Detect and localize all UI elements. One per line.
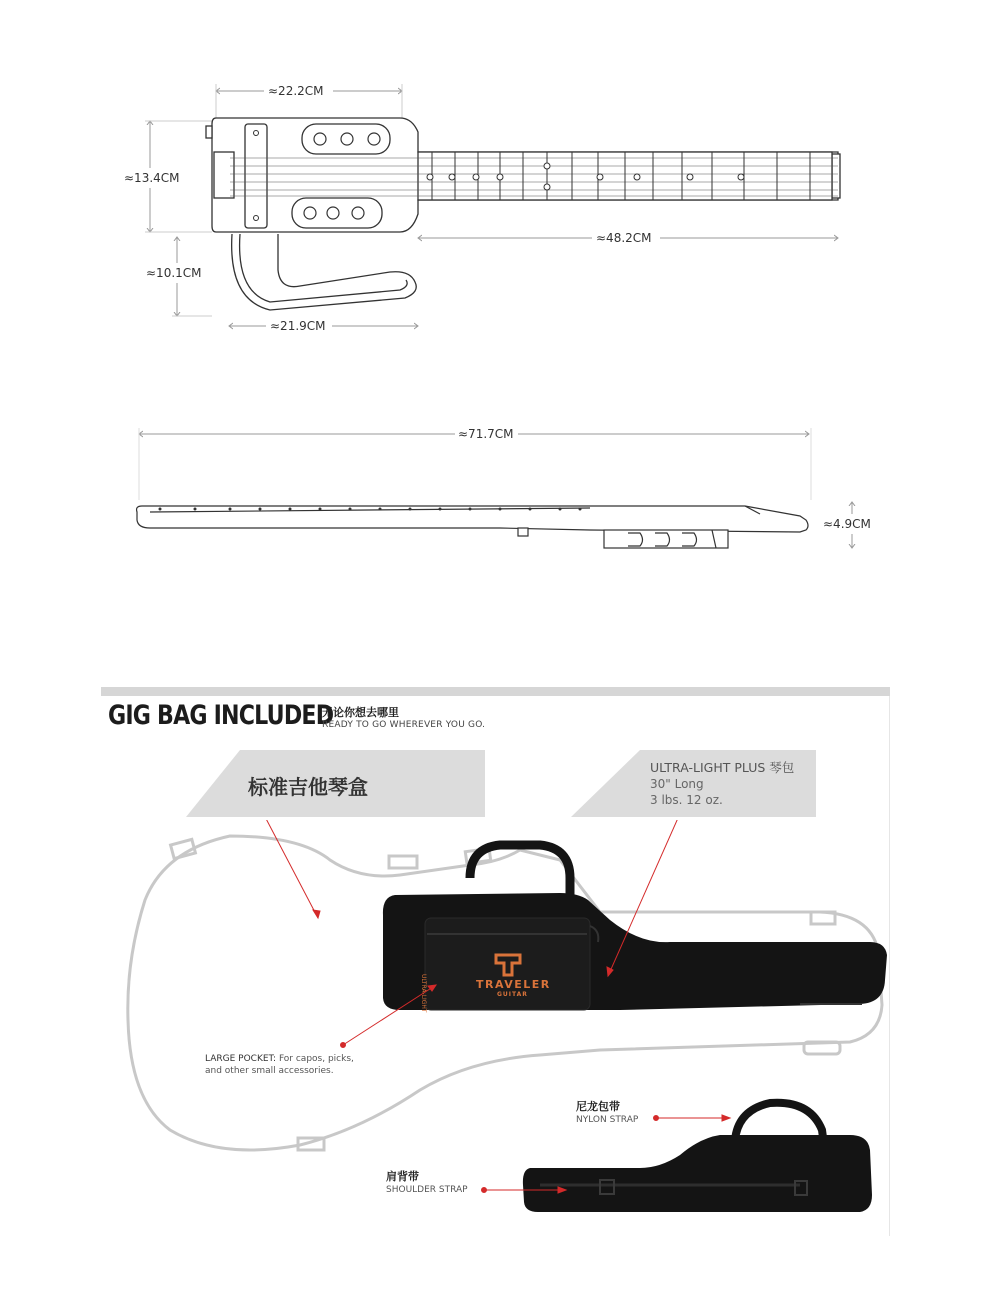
dim-neck-length: ≈48.2CM: [596, 231, 652, 245]
product-name: ULTRA-LIGHT PLUS 琴包: [650, 760, 795, 775]
pocket-label: LARGE POCKET:: [205, 1054, 277, 1064]
subtitle-cn: 无论你想去哪里: [322, 706, 399, 719]
nylon-strap-cn: 尼龙包带: [576, 1100, 620, 1113]
shoulder-strap-en: SHOULDER STRAP: [386, 1185, 468, 1195]
pocket-callout: [205, 1053, 354, 1077]
brand-name: TRAVELER: [476, 978, 551, 991]
banner-shapes: [0, 740, 990, 830]
subtitle-en: READY TO GO WHEREVER YOU GO.: [322, 720, 486, 730]
product-length: 30" Long: [650, 777, 704, 791]
shoulder-strap-cn: 肩背带: [386, 1170, 419, 1183]
nylon-strap-en: NYLON STRAP: [576, 1115, 639, 1125]
section-title: GIG BAG INCLUDED: [108, 700, 334, 731]
pocket-side-text: ULTRA-LIGHT: [420, 974, 427, 1013]
pocket-desc-1: For capos, picks,: [276, 1054, 354, 1064]
dim-total-length: ≈71.7CM: [458, 427, 514, 441]
dim-rest-width: ≈21.9CM: [270, 319, 326, 333]
dim-thickness: ≈4.9CM: [823, 517, 871, 531]
gig-bag-illustration: [0, 820, 990, 1240]
product-weight: 3 lbs. 12 oz.: [650, 793, 723, 807]
dim-body-height: ≈13.4CM: [124, 171, 180, 185]
standard-case-label: 标准吉他琴盒: [248, 775, 368, 799]
brand-sub: GUITAR: [497, 991, 528, 998]
dim-rest-height: ≈10.1CM: [146, 266, 202, 280]
guitar-side-view-diagram: [0, 400, 990, 570]
section-top-rule: [101, 687, 890, 696]
pocket-desc-2: and other small accessories.: [205, 1066, 334, 1076]
dim-body-width: ≈22.2CM: [268, 84, 324, 98]
